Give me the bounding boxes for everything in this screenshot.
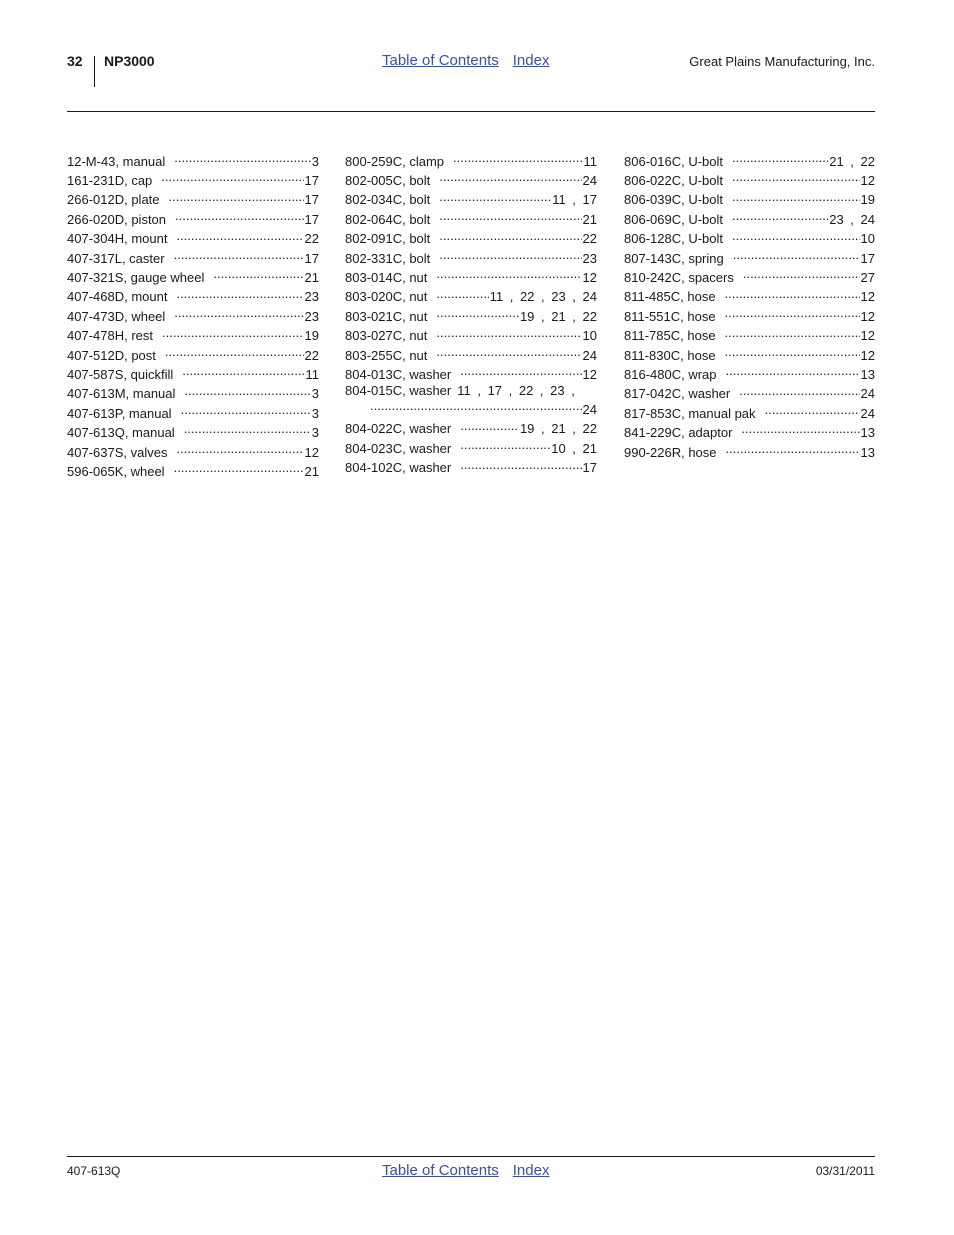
index-entry-pages[interactable]: 19 , 21 , 22 xyxy=(519,421,597,437)
index-entry xyxy=(624,169,875,188)
dot-leader xyxy=(741,421,859,437)
dot-leader xyxy=(739,383,859,399)
index-entry-label: 266-020D, piston xyxy=(67,211,167,227)
index-entry xyxy=(345,305,597,324)
index-entry-label: 806-016C, U-bolt xyxy=(624,153,723,169)
index-entry-pages[interactable]: 17 xyxy=(582,460,597,476)
dot-leader xyxy=(169,189,304,205)
index-entry-label: 806-128C, U-bolt xyxy=(624,231,723,247)
index-entry-label: 841-229C, adaptor xyxy=(624,425,733,441)
index-entry-pages[interactable]: 12 xyxy=(860,347,875,363)
dot-leader xyxy=(453,150,583,166)
dot-leader xyxy=(436,344,581,360)
index-entry xyxy=(624,286,875,305)
index-entry-label: 811-551C, hose xyxy=(624,308,716,324)
index-entry-pages[interactable]: 17 xyxy=(304,250,319,266)
index-entry xyxy=(624,305,875,324)
index-entry-pages[interactable]: 24 xyxy=(582,402,597,418)
index-entry-label: 12-M-43, manual xyxy=(67,153,166,169)
index-entry-pages[interactable]: 23 xyxy=(304,308,319,324)
index-entry xyxy=(67,363,319,382)
index-entry-pages[interactable]: 10 xyxy=(582,328,597,344)
index-entry-label: 407-613M, manual xyxy=(67,386,176,402)
footer-index-link[interactable]: Index xyxy=(512,1162,550,1179)
index-entry-pages[interactable]: 12 xyxy=(860,289,875,305)
index-entry-label: 810-242C, spacers xyxy=(624,270,734,286)
dot-leader xyxy=(370,398,582,414)
index-entry xyxy=(67,421,319,440)
index-entry-label: 407-321S, gauge wheel xyxy=(67,270,205,286)
index-entry xyxy=(67,150,319,169)
header-divider xyxy=(94,56,95,87)
index-column-3 xyxy=(624,150,875,460)
index-entry-label: 811-830C, hose xyxy=(624,347,716,363)
index-entry-pages[interactable]: 10 , 21 xyxy=(551,440,597,456)
index-entry-pages[interactable]: 12 xyxy=(860,308,875,324)
index-entry xyxy=(345,437,597,456)
header-index-link[interactable]: Index xyxy=(512,52,550,69)
dot-leader xyxy=(732,228,860,244)
index-entry-label: 811-785C, hose xyxy=(624,328,716,344)
index-entry-label: 802-064C, bolt xyxy=(345,211,431,227)
index-entry xyxy=(345,383,597,399)
index-entry-label: 804-015C, washer xyxy=(345,382,452,398)
index-entry xyxy=(67,325,319,344)
index-entry xyxy=(345,208,597,227)
page-header xyxy=(0,0,954,112)
index-entry-pages[interactable]: 24 xyxy=(860,405,875,421)
index-entry xyxy=(624,228,875,247)
index-entry xyxy=(67,189,319,208)
index-entry-label: 266-012D, plate xyxy=(67,192,160,208)
dot-leader xyxy=(176,441,303,457)
dot-leader xyxy=(436,325,581,341)
index-entry-label: 802-034C, bolt xyxy=(345,192,431,208)
index-entry-label: 802-331C, bolt xyxy=(345,250,431,266)
index-entry-label: 407-304H, mount xyxy=(67,231,168,247)
index-entry xyxy=(624,363,875,382)
index-entry-label: 817-853C, manual pak xyxy=(624,405,756,421)
dot-leader xyxy=(174,150,310,166)
dot-leader xyxy=(733,247,860,263)
index-entry-pages[interactable]: 19 , 21 , 22 xyxy=(519,308,597,324)
footer-date: 03/31/2011 xyxy=(815,1164,875,1178)
index-entry xyxy=(67,383,319,402)
dot-leader xyxy=(174,247,304,263)
index-entry xyxy=(624,441,875,460)
index-entry-label: 803-020C, nut xyxy=(345,289,428,305)
index-entry-pages[interactable]: 21 xyxy=(582,211,597,227)
dot-leader xyxy=(743,266,860,282)
dot-leader xyxy=(184,383,310,399)
index-entry-pages[interactable]: 3 xyxy=(311,153,319,169)
index-entry xyxy=(624,247,875,266)
index-entry-label: 811-485C, hose xyxy=(624,289,716,305)
index-entry-label: 407-468D, mount xyxy=(67,289,168,305)
dot-leader xyxy=(439,189,551,205)
index-entry xyxy=(345,363,597,382)
index-entry-pages[interactable]: 23 , 24 xyxy=(829,211,875,227)
index-entry xyxy=(624,421,875,440)
index-entry xyxy=(67,266,319,285)
index-entry-label: 816-480C, wrap xyxy=(624,366,717,382)
index-entry-label: 803-014C, nut xyxy=(345,270,428,286)
index-entry-label: 804-013C, washer xyxy=(345,366,452,382)
index-entry-pages[interactable]: 12 xyxy=(860,173,875,189)
index-entry-pages[interactable]: 24 xyxy=(582,347,597,363)
index-entry-pages[interactable]: 3 xyxy=(311,386,319,402)
index-entry-pages[interactable]: 12 xyxy=(304,444,319,460)
dot-leader xyxy=(176,228,303,244)
index-entry xyxy=(345,189,597,208)
dot-leader xyxy=(460,363,581,379)
dot-leader xyxy=(161,169,303,185)
index-entry-label: 817-042C, washer xyxy=(624,386,731,402)
index-entry-pages[interactable]: 11 , 17 , 22 , 23 , xyxy=(457,382,575,398)
dot-leader xyxy=(726,441,860,457)
index-entry-label: 803-255C, nut xyxy=(345,347,428,363)
index-entry xyxy=(345,344,597,363)
index-entry xyxy=(345,169,597,188)
index-entry-label: 407-613P, manual xyxy=(67,405,172,421)
index-entry xyxy=(67,305,319,324)
index-entry-label: 807-143C, spring xyxy=(624,250,724,266)
index-entry-label: 806-022C, U-bolt xyxy=(624,173,723,189)
dot-leader xyxy=(460,457,581,473)
index-entry-label: 806-039C, U-bolt xyxy=(624,192,723,208)
header-table-of-contents-link[interactable]: Table of Contents xyxy=(382,52,499,69)
footer-doc-number: 407-613Q xyxy=(67,1164,121,1178)
dot-leader xyxy=(176,286,303,302)
index-entry-pages[interactable]: 19 xyxy=(860,192,875,208)
index-entry xyxy=(345,325,597,344)
index-entry-pages[interactable]: 24 xyxy=(582,173,597,189)
dot-leader xyxy=(182,363,304,379)
index-entry xyxy=(345,398,597,417)
index-entry-pages[interactable]: 13 xyxy=(860,366,875,382)
index-entry-label: 804-022C, washer xyxy=(345,421,452,437)
dot-leader xyxy=(174,305,303,321)
header-nav xyxy=(382,52,549,69)
dot-leader xyxy=(725,325,860,341)
index-entry-label: 407-317L, caster xyxy=(67,250,165,266)
header-rule xyxy=(67,111,875,112)
index-entry-pages[interactable]: 10 xyxy=(860,231,875,247)
index-entry-pages[interactable]: 22 xyxy=(304,231,319,247)
index-entry-pages[interactable]: 12 xyxy=(582,270,597,286)
index-column-1 xyxy=(67,150,319,480)
dot-leader xyxy=(175,208,304,224)
product-name: NP3000 xyxy=(104,53,155,69)
index-entry-pages[interactable]: 11 , 17 xyxy=(552,192,597,208)
index-entry-label: 407-587S, quickfill xyxy=(67,366,174,382)
dot-leader xyxy=(439,208,581,224)
index-entry xyxy=(345,457,597,476)
dot-leader xyxy=(181,402,311,418)
footer-nav xyxy=(382,1162,549,1179)
footer-table-of-contents-link[interactable]: Table of Contents xyxy=(382,1162,499,1179)
index-entry xyxy=(624,383,875,402)
index-entry-pages[interactable]: 3 xyxy=(311,405,319,421)
index-entry-pages[interactable]: 17 xyxy=(304,173,319,189)
index-entry xyxy=(67,441,319,460)
index-entry-pages[interactable]: 19 xyxy=(304,328,319,344)
index-entry-label: 161-231D, cap xyxy=(67,173,153,189)
dot-leader xyxy=(460,437,550,453)
index-entry-label: 804-023C, washer xyxy=(345,440,452,456)
dot-leader xyxy=(436,286,488,302)
index-entry-label: 804-102C, washer xyxy=(345,460,452,476)
index-entry xyxy=(67,247,319,266)
index-entry-label: 596-065K, wheel xyxy=(67,463,165,479)
dot-leader xyxy=(765,402,860,418)
index-entry xyxy=(345,228,597,247)
dot-leader xyxy=(439,228,581,244)
index-entry-pages[interactable]: 12 xyxy=(860,328,875,344)
index-entry xyxy=(624,189,875,208)
index-entry xyxy=(67,208,319,227)
index-entry xyxy=(345,286,597,305)
dot-leader xyxy=(184,421,311,437)
index-entry-label: 802-091C, bolt xyxy=(345,231,431,247)
index-entry xyxy=(67,286,319,305)
index-entry xyxy=(624,266,875,285)
index-entry xyxy=(67,228,319,247)
dot-leader xyxy=(460,418,519,434)
index-entry xyxy=(624,150,875,169)
dot-leader xyxy=(174,460,304,476)
dot-leader xyxy=(725,344,860,360)
index-entry-label: 407-512D, post xyxy=(67,347,156,363)
index-entry xyxy=(67,402,319,421)
index-entry-pages[interactable]: 21 xyxy=(304,463,319,479)
dot-leader xyxy=(165,344,304,360)
dot-leader xyxy=(732,169,860,185)
index-entry-label: 407-637S, valves xyxy=(67,444,168,460)
index-entry-pages[interactable]: 17 xyxy=(860,250,875,266)
index-entry-label: 803-021C, nut xyxy=(345,308,428,324)
index-entry-pages[interactable]: 11 , 22 , 23 , 24 xyxy=(489,289,597,305)
company-name: Great Plains Manufacturing, Inc. xyxy=(689,54,875,69)
dot-leader xyxy=(162,325,304,341)
index-entry-label: 802-005C, bolt xyxy=(345,173,431,189)
index-entry-pages[interactable]: 22 xyxy=(582,231,597,247)
dot-leader xyxy=(439,169,581,185)
index-entry xyxy=(624,325,875,344)
index-entry-pages[interactable]: 11 xyxy=(305,366,319,382)
index-entry-pages[interactable]: 21 , 22 xyxy=(829,153,875,169)
index-entry-pages[interactable]: 23 xyxy=(582,250,597,266)
dot-leader xyxy=(439,247,581,263)
index-entry-label: 407-473D, wheel xyxy=(67,308,166,324)
index-entry-pages[interactable]: 22 xyxy=(304,347,319,363)
index-entry xyxy=(624,402,875,421)
dot-leader xyxy=(732,150,828,166)
index-entry-pages[interactable]: 24 xyxy=(860,386,875,402)
index-entry xyxy=(624,344,875,363)
index-entry-label: 990-226R, hose xyxy=(624,444,717,460)
index-entry-pages[interactable]: 13 xyxy=(860,444,875,460)
index-entry-pages[interactable]: 12 xyxy=(582,366,597,382)
dot-leader xyxy=(213,266,303,282)
index-entry xyxy=(67,460,319,479)
index-entry-label: 407-478H, rest xyxy=(67,328,153,344)
index-entry-pages[interactable]: 11 xyxy=(583,153,597,169)
footer-rule xyxy=(67,1156,875,1157)
index-entry-label: 407-613Q, manual xyxy=(67,425,175,441)
index-entry xyxy=(345,266,597,285)
index-entry xyxy=(345,247,597,266)
dot-leader xyxy=(726,363,860,379)
index-entry-pages[interactable]: 13 xyxy=(860,425,875,441)
page-number: 32 xyxy=(67,53,83,69)
dot-leader xyxy=(436,266,581,282)
index-entry xyxy=(67,344,319,363)
index-column-2 xyxy=(345,150,597,476)
index-entry-pages[interactable]: 21 xyxy=(304,270,319,286)
index-entry-pages[interactable]: 17 xyxy=(304,192,319,208)
index-entry-label: 803-027C, nut xyxy=(345,328,428,344)
index-entry-pages[interactable]: 23 xyxy=(304,289,319,305)
index-entry xyxy=(624,208,875,227)
index-entry-pages[interactable]: 17 xyxy=(304,211,319,227)
index-entry-pages[interactable]: 3 xyxy=(311,425,319,441)
index-entry-pages[interactable]: 27 xyxy=(860,270,875,286)
index-entry-label: 806-069C, U-bolt xyxy=(624,211,723,227)
dot-leader xyxy=(725,305,860,321)
index-entry xyxy=(345,418,597,437)
index-entry xyxy=(67,169,319,188)
index-entry xyxy=(345,150,597,169)
dot-leader xyxy=(436,305,519,321)
dot-leader xyxy=(725,286,860,302)
dot-leader xyxy=(732,189,860,205)
index-entry-label: 800-259C, clamp xyxy=(345,153,444,169)
dot-leader xyxy=(732,208,828,224)
